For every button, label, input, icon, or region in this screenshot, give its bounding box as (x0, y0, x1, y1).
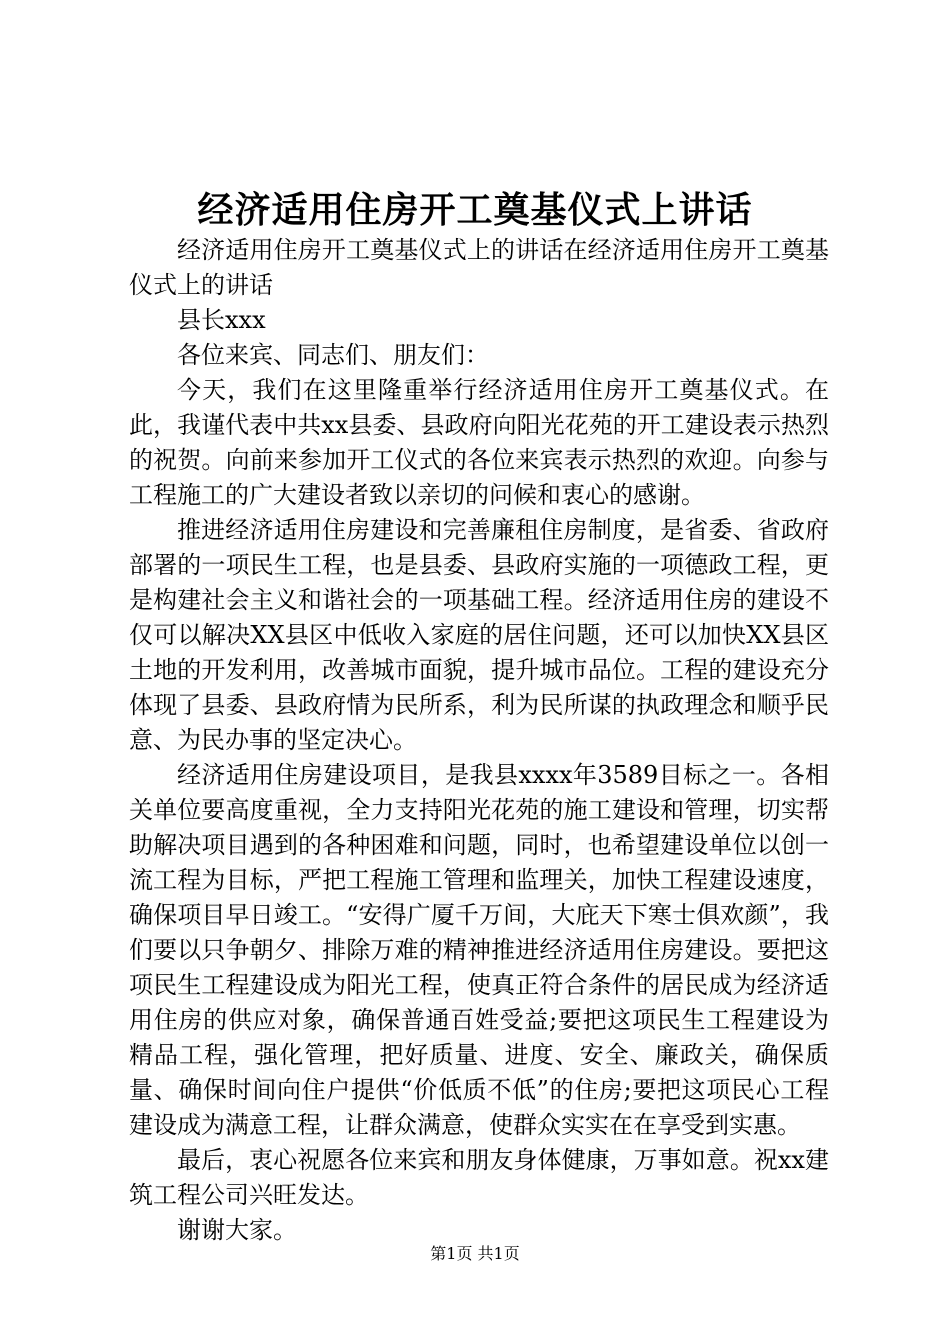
paragraph-closing-wishes: 最后，衷心祝愿各位来宾和朋友身体健康，万事如意。祝xx建筑工程公司兴旺发达。 (129, 1146, 829, 1209)
paragraph-intro: 经济适用住房开工奠基仪式上的讲话在经济适用住房开工奠基仪式上的讲话 (129, 236, 829, 299)
paragraph-greeting: 各位来宾、同志们、朋友们： (177, 341, 489, 369)
paragraph-thanks: 谢谢大家。 (177, 1216, 297, 1244)
document-body (129, 233, 829, 1248)
paragraph-significance: 推进经济适用住房建设和完善廉租住房制度，是省委、省政府部署的一项民生工程，也是县委、县政府实施的一项德政工程，更是构建社会主义和谐社会的一项基础工程。经济适用住房的建设不仅可以解决XX县区中低收入家庭的居住问题，还可以加快XX县区土地的开发利用，改善城市面貌，提升城市品位。工程的建设充分体现了县委、县政府情为民所系，利为民所谋的执政理念和顺乎民意、为民办事的坚定决心。 (129, 516, 829, 754)
page-footer: 第1页 共1页 (430, 1244, 520, 1263)
paragraph-speaker: 县长xxx (177, 306, 266, 334)
paragraph-opening: 今天，我们在这里隆重举行经济适用住房开工奠基仪式。在此，我谨代表中共xx县委、县政府向阳光花苑的开工建设表示热烈的祝贺。向前来参加开工仪式的各位来宾表示热烈的欢迎。向参与工程施工的广大建设者致以亲切的问候和衷心的感谢。 (129, 376, 829, 509)
paragraph-requirements: 经济适用住房建设项目，是我县xxxx年3589目标之一。各相关单位要高度重视，全力支持阳光花苑的施工建设和管理，切实帮助解决项目遇到的各种困难和问题，同时，也希望建设单位以创一流工程为目标，严把工程施工管理和监理关，加快工程建设速度，确保项目早日竣工。“安得广厦千万间，大庇天下寒士俱欢颜”，我们要以只争朝夕、排除万难的精神推进经济适用住房建设。要把这项民生工程建设成为阳光工程，使真正符合条件的居民成为经济适用住房的供应对象，确保普通百姓受益;要把这项民生工程建设为精品工程，强化管理，把好质量、进度、安全、廉政关，确保质量、确保时间向住户提供“价低质不低”的住房;要把这项民心工程建设成为满意工程，让群众满意，使群众实实在在享受到实惠。 (129, 761, 829, 1139)
document-title: 经济适用住房开工奠基仪式上讲话 (197, 189, 753, 231)
